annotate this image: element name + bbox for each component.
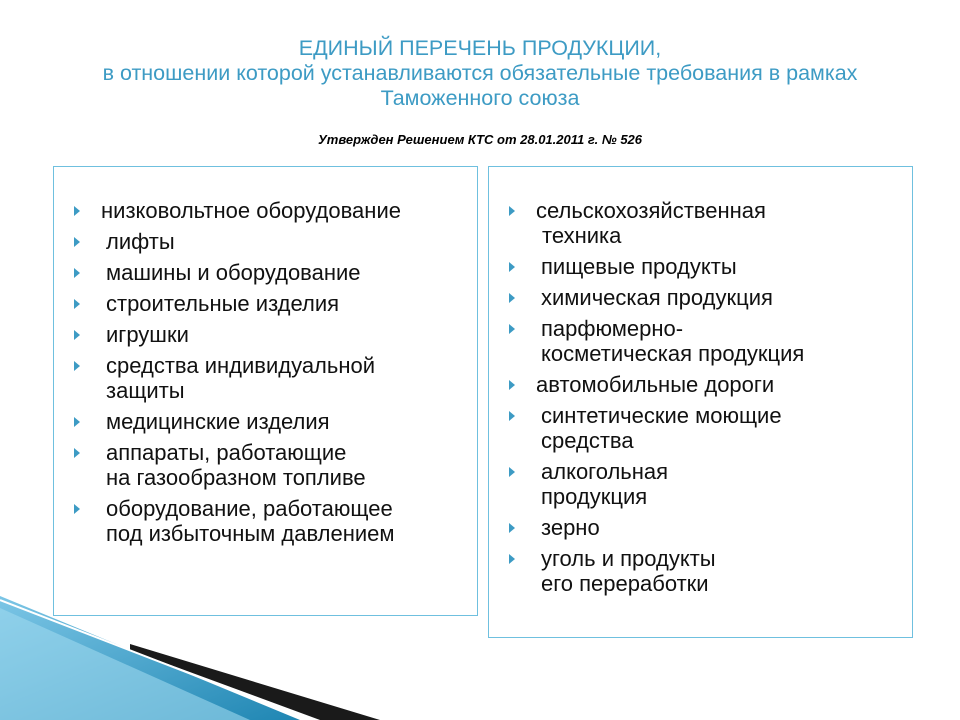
bullet-triangle-icon bbox=[509, 467, 515, 477]
list-item-text: средства индивидуальной bbox=[106, 353, 376, 378]
list-item-text: медицинские изделия bbox=[106, 409, 330, 434]
list-item bbox=[509, 285, 909, 310]
list-item-text: синтетические моющие bbox=[541, 403, 782, 428]
list-item-text: зерно bbox=[541, 515, 600, 540]
bullet-triangle-icon bbox=[509, 380, 515, 390]
bullet-triangle-icon bbox=[74, 330, 80, 340]
title-line-3: Таможенного союза bbox=[380, 86, 580, 110]
list-item-text-continued: продукция bbox=[541, 484, 648, 509]
list-item-text: уголь и продукты bbox=[541, 546, 716, 571]
bullet-triangle-icon bbox=[74, 361, 80, 371]
list-item-text-continued: его переработки bbox=[541, 571, 709, 596]
bullet-triangle-icon bbox=[509, 293, 515, 303]
list-item bbox=[509, 198, 909, 248]
list-item-text: машины и оборудование bbox=[106, 260, 361, 285]
list-item-text: оборудование, работающее bbox=[106, 496, 393, 521]
list-item-text: аппараты, работающие bbox=[106, 440, 347, 465]
list-item bbox=[509, 316, 909, 366]
right-list-panel bbox=[488, 166, 913, 638]
list-item bbox=[74, 229, 474, 254]
left-product-list bbox=[74, 198, 474, 552]
bullet-triangle-icon bbox=[509, 262, 515, 272]
bullet-triangle-icon bbox=[509, 523, 515, 533]
decor-light-sweep bbox=[0, 608, 250, 720]
list-item-text-continued: косметическая продукция bbox=[541, 341, 805, 366]
list-item bbox=[509, 515, 909, 540]
bullet-triangle-icon bbox=[74, 206, 80, 216]
list-item-text: лифты bbox=[106, 229, 175, 254]
list-item bbox=[74, 260, 474, 285]
list-item-text: строительные изделия bbox=[106, 291, 340, 316]
bullet-triangle-icon bbox=[74, 417, 80, 427]
title-line-2: в отношении которой устанавливаются обязательные требования в рамках bbox=[102, 61, 858, 85]
list-item bbox=[74, 440, 474, 490]
bullet-triangle-icon bbox=[74, 448, 80, 458]
list-item-text: химическая продукция bbox=[541, 285, 773, 310]
list-item-text: автомобильные дороги bbox=[536, 372, 775, 397]
decor-white-line bbox=[0, 600, 310, 720]
list-item-text: игрушки bbox=[106, 322, 189, 347]
decor-dark-sweep bbox=[130, 644, 380, 720]
bullet-triangle-icon bbox=[74, 268, 80, 278]
list-item-text-continued: под избыточным давлением bbox=[106, 521, 395, 546]
right-product-list bbox=[509, 198, 909, 602]
bullet-triangle-icon bbox=[509, 324, 515, 334]
left-list-panel bbox=[53, 166, 478, 616]
list-item bbox=[74, 409, 474, 434]
list-item bbox=[509, 372, 909, 397]
list-item-text-continued: защиты bbox=[106, 378, 185, 403]
list-item-text: низковольтное оборудование bbox=[101, 198, 401, 223]
bullet-triangle-icon bbox=[74, 237, 80, 247]
list-item bbox=[509, 254, 909, 279]
list-item-text-continued: техника bbox=[542, 223, 622, 248]
bullet-triangle-icon bbox=[74, 504, 80, 514]
approval-note: Утвержден Решением КТС от 28.01.2011 г. № 526 bbox=[317, 132, 643, 147]
list-item bbox=[74, 291, 474, 316]
list-item bbox=[509, 403, 909, 453]
bullet-triangle-icon bbox=[74, 299, 80, 309]
bullet-triangle-icon bbox=[509, 411, 515, 421]
list-item bbox=[509, 459, 909, 509]
list-item-text: сельскохозяйственная bbox=[536, 198, 766, 223]
title-line-1: ЕДИНЫЙ ПЕРЕЧЕНЬ ПРОДУКЦИИ, bbox=[298, 36, 662, 60]
list-item-text: алкогольная bbox=[541, 459, 669, 484]
bullet-triangle-icon bbox=[509, 206, 515, 216]
list-item-text-continued: средства bbox=[541, 428, 634, 453]
list-item-text: пищевые продукты bbox=[541, 254, 737, 279]
list-item bbox=[74, 198, 474, 223]
bullet-triangle-icon bbox=[509, 554, 515, 564]
slide-title bbox=[0, 36, 960, 111]
list-item bbox=[509, 546, 909, 596]
list-item bbox=[74, 353, 474, 403]
list-item-text-continued: на газообразном топливе bbox=[106, 465, 366, 490]
list-item bbox=[74, 496, 474, 546]
list-item-text: парфюмерно- bbox=[541, 316, 684, 341]
list-item bbox=[74, 322, 474, 347]
